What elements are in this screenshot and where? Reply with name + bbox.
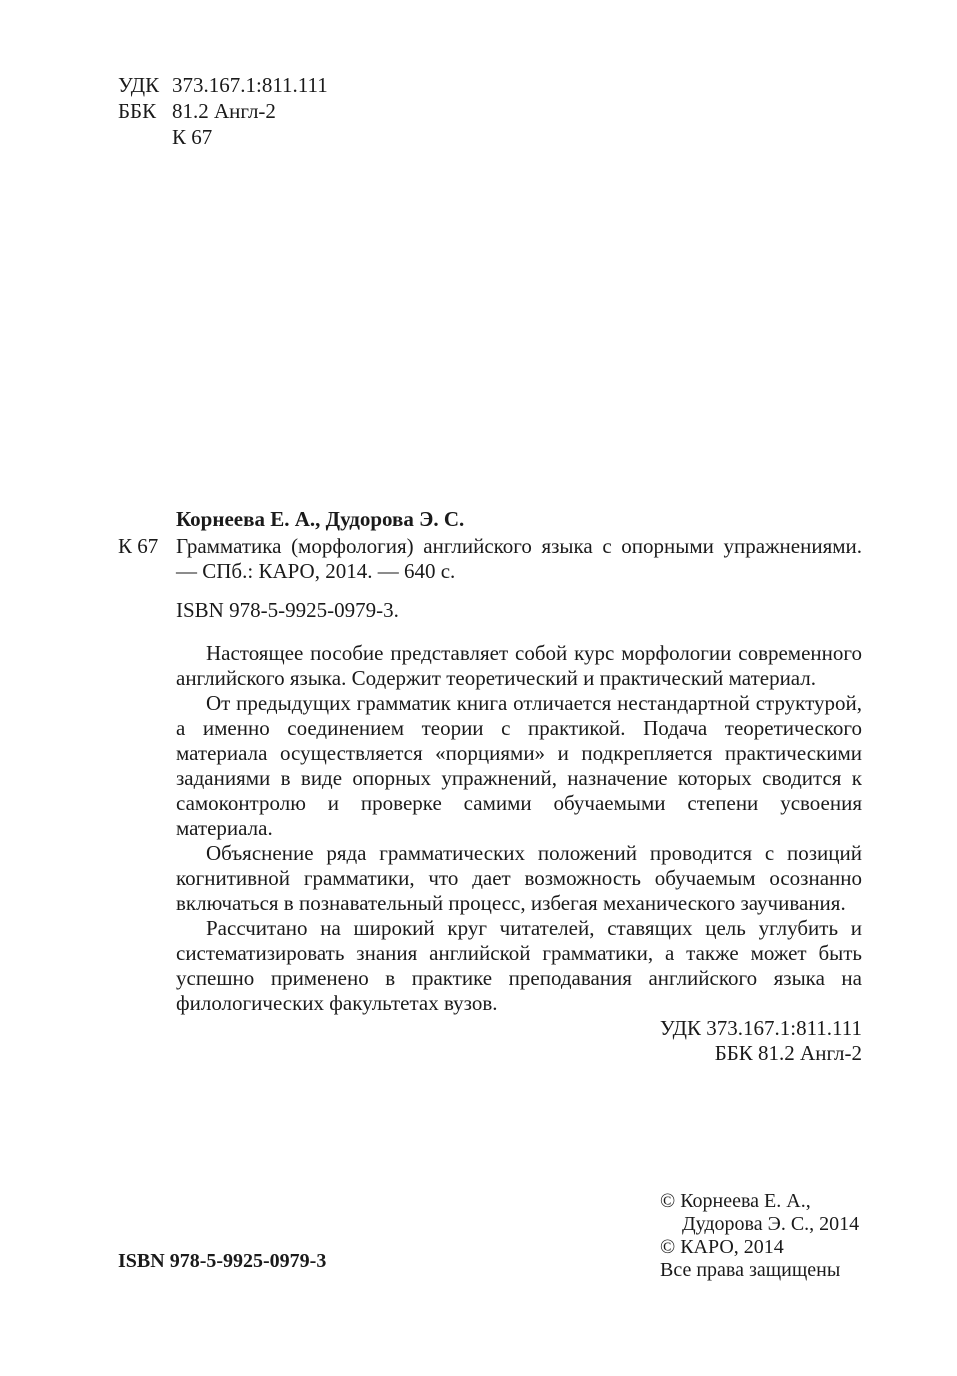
annotation-paragraph: Объяснение ряда грамматических положений проводится с позиций когнитивной грамматики, что дает возможность обучаемым осознанно включаться в познавательный процесс, избегая механического заучивания.: [176, 841, 862, 915]
bbk-row: [118, 98, 328, 124]
footer-bbk: ББК 81.2 Англ-2: [714, 1041, 862, 1065]
bibliographic-record: [118, 534, 862, 584]
card-isbn: ISBN 978-5-9925-0979-3.: [176, 598, 399, 622]
author-sign: К 67: [172, 125, 213, 149]
bbk-value: 81.2 Англ-2: [172, 99, 276, 123]
isbn-bottom: ISBN 978-5-9925-0979-3: [118, 1250, 327, 1272]
catalog-card: [118, 504, 862, 1066]
card-author-sign: К 67: [118, 534, 159, 558]
udk-label: УДК: [118, 73, 160, 97]
udk-value: 373.167.1:811.111: [172, 73, 328, 97]
annotation-paragraph: Рассчитано на широкий круг читателей, ставящих цель углубить и систематизировать знания английской грамматики, а также может быть успешно применено в практике преподавания английского языка на филологических факультетах вузов.: [176, 916, 862, 1015]
footer-codes: [176, 1016, 862, 1066]
udk-row: [118, 72, 328, 98]
authors-heading: Корнеева Е. А., Дудорова Э. С.: [176, 507, 465, 531]
annotation: [176, 641, 862, 1016]
copyright-authors: © Корнеева Е. А.,: [660, 1190, 811, 1212]
classification-codes: [118, 72, 328, 150]
annotation-paragraph: Настоящее пособие представляет собой курс морфологии современного английского языка. Содержит теоретический и практический материал.: [176, 641, 862, 690]
footer-udk: УДК 373.167.1:811.111: [659, 1016, 862, 1040]
annotation-paragraph: От предыдущих грамматик книга отличается нестандартной структурой, а именно соединением теории с практикой. Подача теоретического материала осуществляется «порциями» и подкрепляется практическими заданиями в виде опорных упражнений, назначение которых сводится к самоконтролю и проверке самими обучаемыми степени усвоения материала.: [176, 691, 862, 840]
copyright-authors-cont: Дудорова Э. С., 2014: [682, 1213, 860, 1235]
rights-reserved: Все права защищены: [660, 1259, 841, 1281]
bibliographic-text: Грамматика (морфология) английского языка с опорными упражнениями. — СПб.: КАРО, 2014. — 640 с.: [176, 534, 862, 583]
copyright-block: [660, 1190, 859, 1282]
bbk-label: ББК: [118, 99, 157, 123]
copyright-publisher: © КАРО, 2014: [660, 1236, 784, 1258]
